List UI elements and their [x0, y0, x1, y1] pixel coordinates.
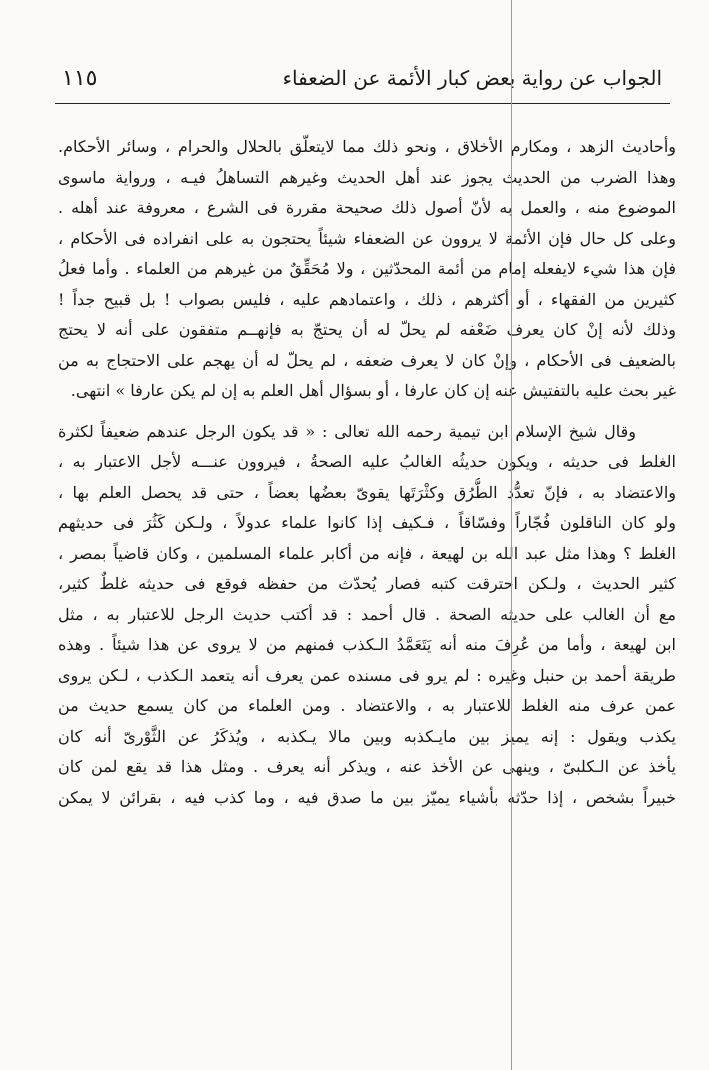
- running-header: [62, 58, 662, 98]
- text-line: طريقة أحمد بن حنبل وغيره : لم يرو فى مسنده عمن يعرف أنه يتعمد الـكذب ، لـكن يروى: [58, 665, 676, 685]
- paragraph: [58, 417, 676, 814]
- page-number: ١١٥: [62, 65, 98, 91]
- text-line: الموضوع منه ، والعمل به لأنّ أصول ذلك صحيحة مقررة فى الشرع ، معروفة عند أهله .: [58, 198, 676, 217]
- paragraph: [58, 132, 676, 407]
- text-line: يكذب ويقول : إنه يميز بين مايـكذبه وبين مالا يـكذبه ، ويُذكَرُ عن الثَّوْرىّ أنه كان: [58, 726, 676, 746]
- text-line: وعلى كل حال فإن الأئمة لا يروون عن الضعفاء شيئاً يحتجون به على انفراده فى الأحكام ،: [58, 228, 676, 248]
- text-line: وأحاديث الزهد ، ومكارم الأخلاق ، ونحو ذلك مما لايتعلّق بالحلال والحرام ، وسائر الأحكام.: [58, 137, 676, 156]
- text-line: كثيرين من الفقهاء ، أو أكثرهم ، ذلك ، واعتمادهم عليه ، فليس بصواب ! بل قبيح جداً !: [58, 289, 676, 309]
- scan-fold-line: [511, 0, 512, 1070]
- text-line: الغلط فى حديثه ، ويكون حديثُه الغالبُ عليه الصحةُ ، فيروون عنـــه لأجل الاعتبار به ،: [58, 452, 676, 471]
- header-title: الجواب عن رواية بعض كبار الأئمة عن الضعفاء: [282, 66, 662, 90]
- text-line: الغلط ؟ وهذا مثل عبد الله بن لهيعة ، فإنه من أكابر علماء المسلمين ، وكان قاضياً بمصر ،: [58, 543, 676, 563]
- header-rule: [55, 103, 670, 104]
- text-line: والاعتضاد به ، فإنّ تعدُّد الطُّرُق وكثْرَتَها يقوىّ بعضُها بعضاً ، حتى قد يحصل العلم بها ،: [58, 482, 676, 502]
- text-line: كثير الحديث ، ولـكن احترقت كتبه فصار يُحدّث من حفظه فوقع فى حديثه غلطٌ كثير،: [58, 574, 676, 593]
- text-line: وذلك لأنه إنْ كان يعرف ضَعْفه لم يحلّ له أن يحتجّ به فإنهــم متفقون على أنه لا يحتج: [58, 320, 676, 339]
- text-line: خبيراً بشخص ، إذا حدّثه بأشياء يميّز بين ما صدق فيه ، وما كذب فيه ، بقرائن لا يمكن: [58, 787, 676, 807]
- page-body: [58, 132, 676, 813]
- text-line: بالضعيف فى الأحكام ، وإنْ كان لا يعرف ضعفه ، لم يحلّ له أن يهجم على الاحتجاج به من: [58, 350, 676, 370]
- text-line: عمن عرف منه الغلط للاعتبار به ، والاعتضاد . ومن العلماء من كان يسمع حديث من: [58, 696, 676, 715]
- paragraph-gap: [58, 407, 676, 417]
- text-line: وهذا الضرب من الحديث يجوز عند أهل الحديث وغيرهم التساهلُ فيـه ، ورواية ماسوى: [58, 167, 676, 187]
- text-line: مع أن الغالب على حديثه الصحة . قال أحمد : قد أكتب حديث الرجل للاعتبار به ، مثل: [58, 604, 676, 624]
- text-line: غير بحث عليه بالتفتيش عنه إن كان عارفا ، أو بسؤال أهل العلم به إن لم يكن عارفا » انتهى.: [70, 381, 676, 400]
- text-line: ابن لهيعة ، وأما من عُرِفَ منه أنه يَتَعَمَّدُ الـكذب فمنهم من لا يروى عن هذا شيئاً . وهذه: [58, 635, 676, 654]
- text-line: وقال شيخ الإسلام ابن تيمية رحمه الله تعالى : « قد يكون الرجل عندهم ضعيفاً لكثرة: [58, 421, 636, 441]
- text-line: يأخذ عن الـكلبىّ ، وينهى عن الأخذ عنه ، ويذكر أنه يعرف . ومثل هذا قد يقع لمن كان: [58, 757, 676, 776]
- text-line: فإن هذا شيء لايفعله إمام من أئمة المحدّثين ، ولا مُحَقِّقٌ من غيرهم من العلماء . وأما فعلُ: [58, 259, 676, 278]
- text-line: ولو كان الناقلون فُجّاراً وفسّاقاً ، فـكيف إذا كانوا علماء عدولاً ، ولـكن كَثُرَ فى حديثهم: [58, 513, 676, 532]
